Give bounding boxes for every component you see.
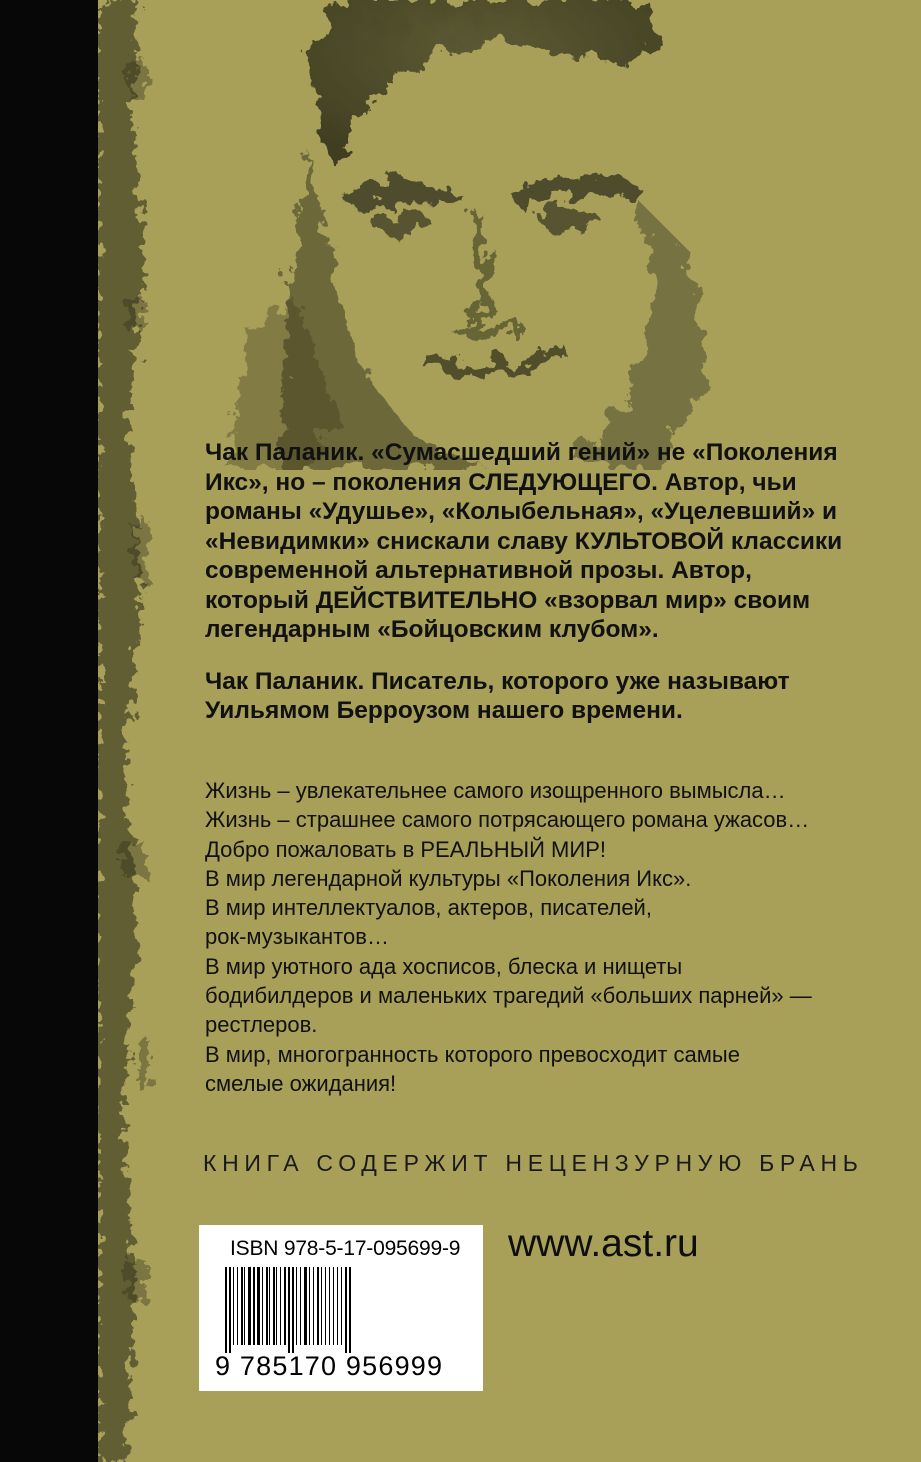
description-line: В мир уютного ада хосписов, блеска и нищеты бодибилдеров и маленьких трагедий «больших парней» — рестлеров. bbox=[205, 953, 812, 1038]
barcode-bar bbox=[241, 1267, 243, 1345]
barcode-bar bbox=[300, 1267, 301, 1345]
isbn-number: ISBN 978-5-17-095699-9 bbox=[230, 1237, 461, 1260]
barcode-bar bbox=[341, 1267, 342, 1345]
barcode-bar bbox=[284, 1267, 286, 1345]
barcode-panel bbox=[199, 1225, 483, 1391]
barcode-digits: 9 785170 956999 bbox=[215, 1351, 444, 1381]
barcode-bar bbox=[288, 1267, 290, 1353]
barcode-bar bbox=[273, 1267, 275, 1345]
barcode-bar bbox=[304, 1267, 307, 1345]
intro-text bbox=[205, 438, 845, 726]
intro-paragraph-2: Чак Паланик. Писатель, которого уже называют Уильямом Берроузом нашего времени. bbox=[205, 667, 790, 724]
intro-paragraph-1: Чак Паланик. «Сумасшедший гений» не «Поколения Икс», но – поколения СЛЕДУЮЩЕГО. Автор, чьи романы «Удушье», «Колыбельная», «Уцелевший» и «Невидимки» снискали славу КУЛЬТОВОЙ классики современной альтернативной прозы. Автор, который ДЕЙСТВИТЕЛЬНО «взорвал мир» своим легендарным «Бойцовским клубом». bbox=[205, 439, 843, 643]
description-line: Добро пожаловать в РЕАЛЬНЫЙ МИР! bbox=[205, 836, 606, 862]
barcode-bar bbox=[337, 1267, 338, 1345]
barcode-bar bbox=[248, 1267, 251, 1345]
barcode-icon bbox=[225, 1267, 457, 1353]
author-portrait bbox=[188, 0, 748, 470]
barcode-bar bbox=[244, 1267, 245, 1345]
barcode-bar bbox=[237, 1267, 238, 1345]
barcode-bar bbox=[225, 1267, 227, 1353]
barcode-bar bbox=[321, 1267, 322, 1345]
barcode-bar bbox=[325, 1267, 326, 1345]
barcode-bar bbox=[257, 1267, 260, 1345]
barcode-bar bbox=[292, 1267, 294, 1353]
barcode-bar bbox=[345, 1267, 347, 1353]
description-line: В мир, многогранность которого превосходит самые смелые ожидания! bbox=[205, 1041, 740, 1096]
content-warning: КНИГА СОДЕРЖИТ НЕЦЕНЗУРНУЮ БРАНЬ bbox=[203, 1150, 864, 1176]
publisher-website: www.ast.ru bbox=[508, 1222, 699, 1265]
barcode-bar bbox=[262, 1267, 263, 1345]
barcode-bar bbox=[229, 1267, 231, 1353]
barcode-bar bbox=[280, 1267, 281, 1345]
barcode-bar bbox=[333, 1267, 334, 1345]
barcode-bar bbox=[309, 1267, 310, 1345]
barcode-bar bbox=[233, 1267, 234, 1345]
barcode-bar bbox=[296, 1267, 297, 1345]
barcode-bar bbox=[266, 1267, 268, 1345]
description-text bbox=[205, 776, 865, 1098]
description-line: В мир легендарной культуры «Поколения Икс». bbox=[205, 865, 692, 891]
barcode-bar bbox=[349, 1267, 351, 1353]
barcode-bar bbox=[329, 1267, 330, 1345]
barcode-bar bbox=[317, 1267, 319, 1345]
barcode-bar bbox=[313, 1267, 314, 1345]
description-line: В мир интеллектуалов, актеров, писателей, рок-музыкантов… bbox=[205, 895, 652, 950]
barcode-bar bbox=[253, 1267, 255, 1345]
barcode-bar bbox=[269, 1267, 270, 1345]
description-line: Жизнь – увлекательнее самого изощренного вымысла… bbox=[205, 778, 786, 803]
book-spine-edge bbox=[0, 0, 98, 1462]
description-line: Жизнь – страшнее самого потрясающего романа ужасов… bbox=[205, 807, 810, 833]
barcode-bar bbox=[276, 1267, 277, 1345]
